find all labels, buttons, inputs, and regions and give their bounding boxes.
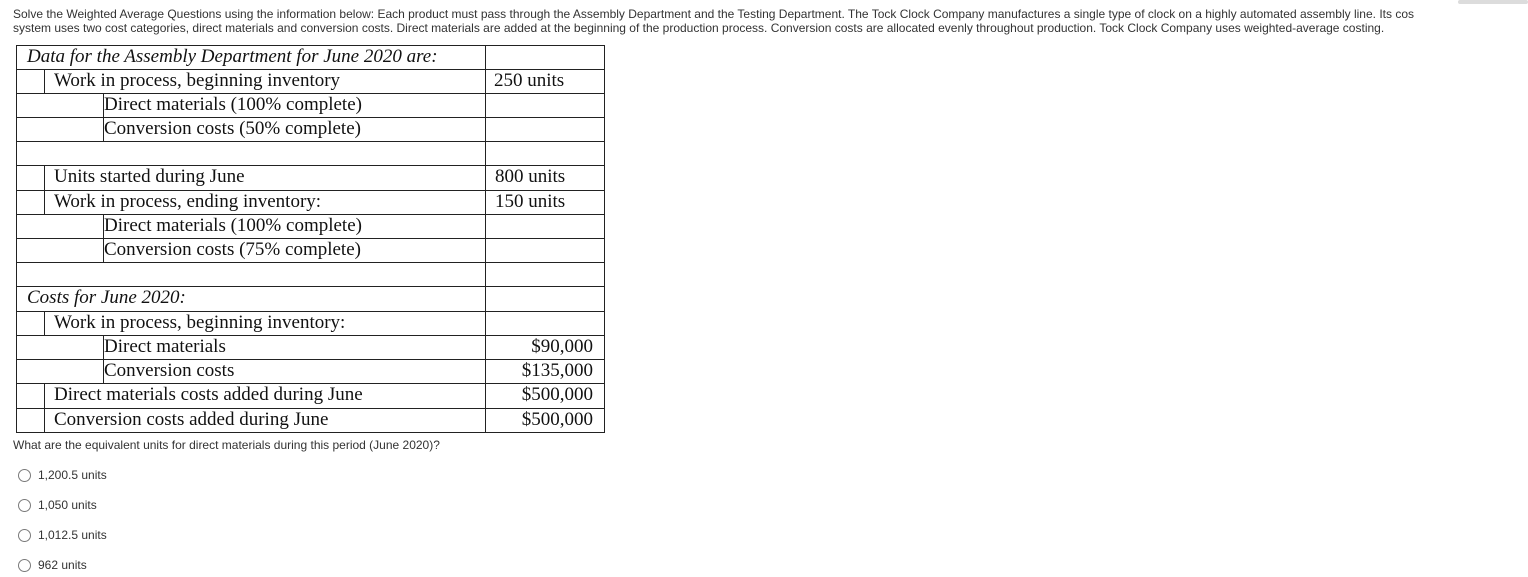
answer-option-label: 1,200.5 units [38,468,107,482]
indent-line [44,383,45,432]
cc-added-cost: $500,000 [521,409,593,430]
dm-complete-label: Direct materials (100% complete) [104,94,362,115]
units-started-label: Units started during June [54,166,245,187]
dm-added-cost: $500,000 [521,384,593,405]
costs-heading: Costs for June 2020: [27,287,186,308]
answer-option-1[interactable] [18,467,107,483]
cc-added-label: Conversion costs added during June [54,409,329,430]
problem-text-line-1: Solve the Weighted Average Questions using the information below: Each product must pass through the Assembly Department and the Testing Department. The Tock Clock Company manufactures a single type of clock on a highly automated assembly line. Its cos [13,7,1414,21]
answer-option-label: 1,012.5 units [38,528,107,542]
indent-line [44,69,45,93]
radio-button-icon[interactable] [18,559,31,572]
answer-option-3[interactable] [18,527,107,543]
radio-button-icon[interactable] [18,499,31,512]
cc-75-label: Conversion costs (75% complete) [104,239,361,260]
dm-added-label: Direct materials costs added during June [54,384,363,405]
answer-option-2[interactable] [18,497,97,513]
units-started-value: 800 units [495,166,566,187]
answer-option-label: 962 units [38,558,87,572]
answer-option-label: 1,050 units [38,498,97,512]
answer-option-4[interactable] [18,557,87,573]
row-line [16,262,605,263]
radio-button-icon[interactable] [18,469,31,482]
direct-materials-label: Direct materials [104,336,226,357]
cc-50-label: Conversion costs (50% complete) [104,118,361,139]
conversion-costs-label: Conversion costs [104,360,235,381]
problem-text-line-2: system uses two cost categories, direct materials and conversion costs. Direct materials are added at the beginning of the production process. Conversion costs are allocated evenly throughout production. Tock Clock Company uses weighted-average costing. [13,21,1385,35]
radio-button-icon[interactable] [18,529,31,542]
scrollbar-hint[interactable] [1458,0,1528,4]
wip-beginning-costs-label: Work in process, beginning inventory: [54,312,346,333]
wip-ending-label: Work in process, ending inventory: [54,191,322,212]
wip-beginning-label: Work in process, beginning inventory [54,70,341,91]
question-text: What are the equivalent units for direct materials during this period (June 2020)? [13,438,440,452]
conversion-costs-cost: $135,000 [521,360,593,381]
row-line [16,141,605,142]
table-border-left [16,45,17,433]
wip-beginning-units: 250 units [494,70,565,91]
data-heading: Data for the Assembly Department for June 2020 are: [27,46,438,67]
problem-description [13,7,1528,35]
assembly-data-table [16,45,605,433]
wip-ending-units: 150 units [495,191,566,212]
table-border-right [604,45,605,433]
dm-complete-ending-label: Direct materials (100% complete) [104,215,362,236]
indent-line [44,165,45,214]
direct-materials-cost: $90,000 [531,336,593,357]
table-border-bottom [16,432,605,433]
indent-line [44,311,45,335]
